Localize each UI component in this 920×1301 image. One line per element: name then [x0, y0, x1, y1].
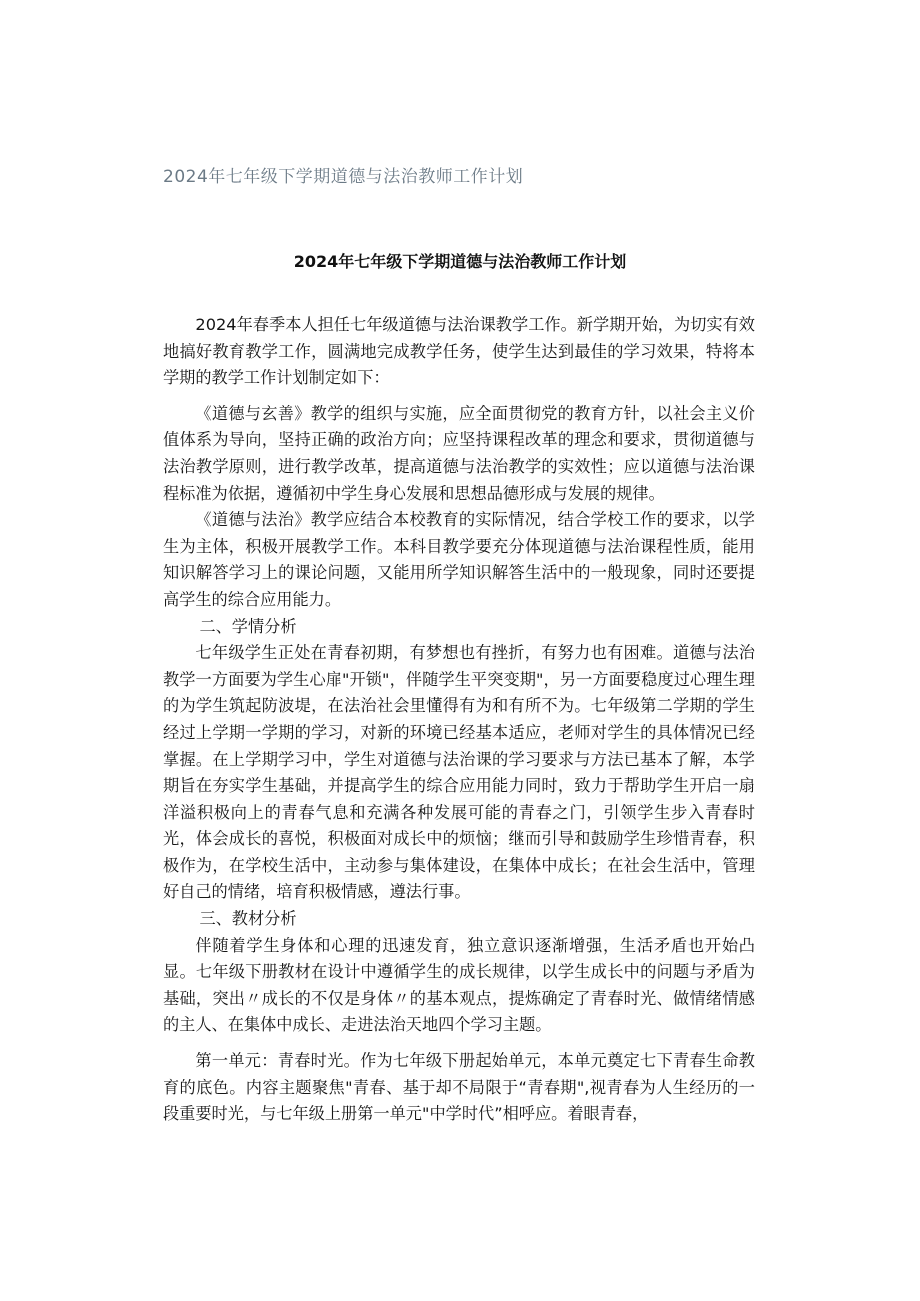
- paragraph-curriculum-principles: 《道德与玄善》教学的组织与实施，应全面贯彻党的教育方针，以社会主义价值体系为导向，坚持正确的政治方向；应坚持课程改革的理念和要求，贯彻道德与法治教学原则，进行教学改革，提高道德与法治教学的实效性；应以道德与法治课程标准为依据，遵循初中学生身心发展和思想品德形成与发展的规律。: [163, 403, 755, 503]
- paragraph-unit-one: 第一单元：青春时光。作为七年级下册起始单元，本单元奠定七下青春生命教育的底色。内容主题聚焦"青春、基于却不局限于“青春期",视青春为人生经历的一段重要时光，与七年级上册第一单元"中学时代”相呼应。着眼青春，: [163, 1051, 755, 1124]
- section-heading-student-analysis: 二、学情分析: [199, 616, 297, 636]
- paragraph-teaching-approach: 《道德与法治》教学应结合本校教育的实际情况，结合学校工作的要求，以学生为主体，积极开展教学工作。本科目教学要充分体现道德与法治课程性质，能用知识解答学习上的课论问题，又能用所学知识解答生活中的一般现象，同时还要提高学生的综合应用能力。: [163, 510, 755, 609]
- running-header: 2024年七年级下学期道德与法治教师工作计划: [163, 167, 524, 187]
- section-heading-textbook-analysis: 三、教材分析: [199, 909, 297, 929]
- document-body: [163, 312, 755, 1128]
- document-title: 2024年七年级下学期道德与法治教师工作计划: [293, 252, 627, 271]
- paragraph-textbook-analysis: 伴随着学生身体和心理的迅速发育，独立意识逐渐增强，生活矛盾也开始凸显。七年级下册教材在设计中遵循学生的成长规律，以学生成长中的问题与矛盾为基础，突出〃成长的不仅是身体〃的基本观点，提炼确定了青春时光、做情绪情感的主人、在集体中成长、走进法治天地四个学习主题。: [163, 935, 755, 1035]
- paragraph-student-analysis: 七年级学生正处在青春初期，有梦想也有挫折，有努力也有困难。道德与法治教学一方面要为学生心扉"开锁"，伴随学生平突变期"，另一方面要稳度过心理生理的为学生筑起防波堤，在法治社会里懂得有为和有所不为。七年级第二学期的学生经过上学期一学期的学习，对新的环境已经基本适应，老师对学生的具体情况已经掌握。在上学期学习中，学生对道德与法治课的学习要求与方法已基本了解，本学期旨在夯实学生基础，并提高学生的综合应用能力同时，致力于帮助学生开启一扇洋溢积极向上的青春气息和充满各种发展可能的青春之门，引领学生步入青春时光，体会成长的喜悦，积极面对成长中的烦恼；继而引导和鼓励学生珍惜青春，积极作为，在学校生活中，主动参与集体建设，在集体中成长；在社会生活中，管理好自己的情绪，培育积极情感，遵法行事。: [163, 643, 755, 902]
- intro-paragraph: 2024年春季本人担任七年级道德与法治课教学工作。新学期开始，为切实有效地搞好教育教学工作，圆满地完成教学任务，使学生达到最佳的学习效果，特将本学期的教学工作计划制定如下：: [163, 315, 755, 388]
